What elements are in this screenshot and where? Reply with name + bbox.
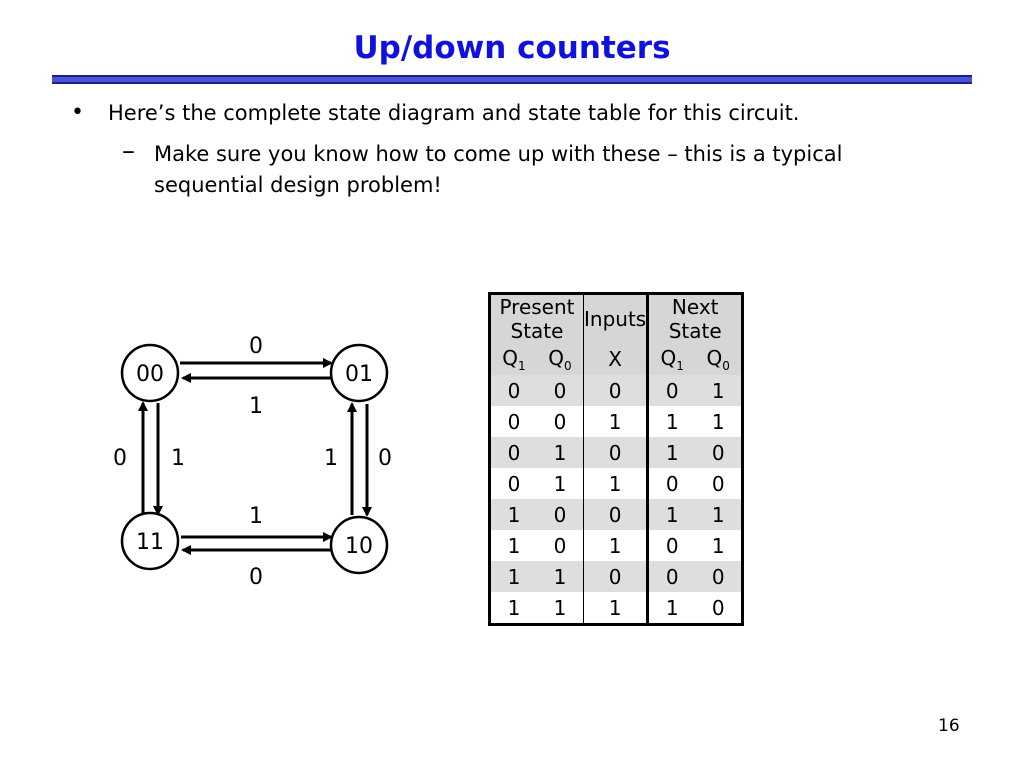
edge-label-left-inner: 1 (171, 446, 185, 471)
col-header-present-q1: $Q_1$ (490, 343, 538, 375)
cell-present-q0: 1 (537, 561, 584, 592)
edge-label-top-upper: 0 (249, 334, 263, 359)
state-label-01: 01 (345, 362, 373, 387)
cell-input-x: 1 (584, 406, 648, 437)
cell-next-q0: 1 (711, 533, 725, 558)
table-row (490, 499, 743, 530)
cell-input-x: 0 (584, 561, 648, 592)
cell-input-x: 0 (584, 375, 648, 406)
cell-next-q0: 0 (711, 471, 725, 496)
table-row (490, 561, 743, 592)
state-table (488, 292, 744, 626)
edge-label-bottom-upper: 1 (249, 504, 263, 529)
col-header-next-q0: $Q_0$ (695, 343, 743, 375)
cell-next-q1: 1 (648, 437, 696, 468)
edge-label-top-lower: 1 (249, 394, 263, 419)
cell-input-x: 1 (584, 530, 648, 561)
cell-input-x: 0 (584, 437, 648, 468)
sub-bullet-marker: – (122, 136, 135, 166)
cell-present-q0: 1 (537, 437, 584, 468)
edge-label-bottom-lower: 0 (249, 565, 263, 590)
cell-present-q1: 0 (507, 409, 521, 434)
cell-present-q1: 0 (490, 437, 538, 468)
cell-present-q0: 0 (553, 533, 567, 558)
cell-input-x: 1 (584, 468, 648, 499)
table-row (490, 375, 743, 406)
state-label-10: 10 (345, 534, 373, 559)
cell-present-q1: 1 (507, 595, 521, 620)
page-number: 16 (938, 716, 960, 736)
sub-bullet-text: Make sure you know how to come up with these – this is a typical sequential design problem! (154, 142, 843, 197)
cell-present-q1: 1 (507, 533, 521, 558)
cell-present-q1: 1 (490, 499, 538, 530)
state-label-11: 11 (136, 530, 164, 555)
table-row (490, 592, 743, 625)
bullet-marker: • (71, 100, 84, 125)
col-header-input-x: X (584, 343, 648, 375)
table-subheader-row (490, 343, 743, 375)
state-label-00: 00 (136, 362, 164, 387)
cell-present-q0: 1 (553, 595, 567, 620)
cell-present-q1: 0 (490, 375, 538, 406)
cell-next-q0: 0 (711, 595, 725, 620)
cell-next-q1: 0 (648, 561, 696, 592)
cell-next-q0: 1 (695, 375, 743, 406)
cell-next-q0: 0 (695, 437, 743, 468)
cell-present-q0: 0 (537, 375, 584, 406)
table-row (490, 437, 743, 468)
table-row (490, 406, 743, 437)
header-next-state: Next State (648, 294, 743, 344)
cell-present-q1: 0 (507, 471, 521, 496)
col-header-next-q1: $Q_1$ (648, 343, 696, 375)
header-inputs: Inputs (584, 294, 648, 344)
cell-present-q0: 0 (537, 499, 584, 530)
cell-next-q0: 1 (695, 499, 743, 530)
cell-present-q0: 1 (553, 471, 567, 496)
cell-next-q1: 1 (648, 592, 696, 625)
bullet-text: Here’s the complete state diagram and state table for this circuit. (108, 101, 800, 125)
cell-present-q0: 0 (553, 409, 567, 434)
edge-label-right-inner: 1 (324, 446, 338, 471)
header-present-state: Present State (490, 294, 584, 344)
table-header-row (490, 294, 743, 344)
cell-next-q0: 1 (711, 409, 725, 434)
cell-present-q1: 1 (490, 561, 538, 592)
cell-next-q1: 1 (648, 499, 696, 530)
table-row (490, 530, 743, 561)
cell-next-q1: 0 (648, 375, 696, 406)
cell-next-q0: 0 (695, 561, 743, 592)
cell-input-x: 1 (584, 592, 648, 625)
cell-next-q1: 1 (648, 406, 696, 437)
slide-title: Up/down counters (353, 30, 671, 66)
table-row (490, 468, 743, 499)
cell-next-q1: 0 (648, 530, 696, 561)
edge-label-right-outer: 0 (378, 446, 392, 471)
cell-input-x: 0 (584, 499, 648, 530)
col-header-present-q0: $Q_0$ (537, 343, 584, 375)
edge-label-left-outer: 0 (113, 446, 127, 471)
cell-next-q1: 0 (648, 468, 696, 499)
